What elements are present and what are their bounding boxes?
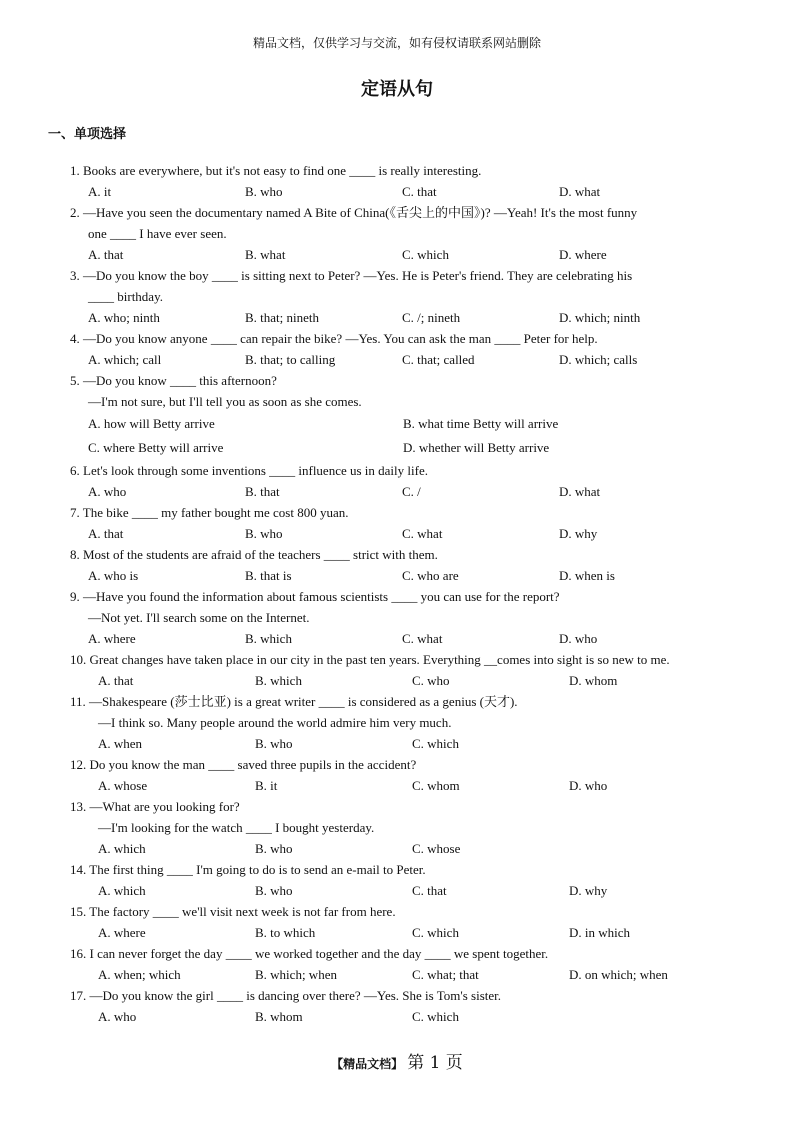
footer-brand: 【精品文档】 [331, 1057, 404, 1071]
question-item [70, 901, 750, 943]
question-item [70, 859, 750, 901]
question-text: 11. —Shakespeare (莎士比亚) is a great writer ____ is considered as a genius (天才). [70, 694, 518, 709]
answer-option: B. that; nineth [245, 310, 320, 325]
answer-option: A. who is [88, 568, 139, 583]
question-item [70, 754, 750, 796]
answer-option: D. in which [569, 925, 631, 940]
question-text-continued: one ____ I have ever seen. [88, 226, 227, 241]
question-text: 1. Books are everywhere, but it's not easy to find one ____ is really interesting. [70, 163, 482, 178]
answer-option: A. that [98, 673, 134, 688]
question-text: 8. Most of the students are afraid of the teachers ____ strict with them. [70, 547, 438, 562]
options-row [70, 964, 750, 985]
answer-option: D. which; calls [559, 352, 638, 367]
answer-option: A. who; ninth [88, 310, 160, 325]
answer-option: A. when [98, 736, 143, 751]
answer-option: C. that; called [402, 352, 475, 367]
answer-option: B. which; when [255, 967, 337, 982]
answer-option: B. who [245, 184, 283, 199]
answer-option: D. when is [559, 568, 615, 583]
options-row [70, 481, 750, 502]
answer-option: B. to which [255, 925, 316, 940]
answer-option: B. it [255, 778, 278, 793]
options-row [70, 523, 750, 544]
question-item [70, 202, 750, 265]
question-text: 12. Do you know the man ____ saved three pupils in the accident? [70, 757, 417, 772]
answer-option: D. where [559, 247, 607, 262]
options-row [70, 565, 750, 586]
question-item [70, 160, 750, 202]
question-text-continued: —Not yet. I'll search some on the Internet. [88, 610, 310, 625]
answer-option: C. what [402, 631, 443, 646]
answer-option: C. which [412, 1009, 459, 1024]
answer-option: D. what [559, 484, 601, 499]
options-row [70, 733, 750, 754]
question-item [70, 328, 750, 370]
answer-option: A. who [98, 1009, 137, 1024]
answer-option: D. whom [569, 673, 618, 688]
answer-option: C. / [402, 484, 421, 499]
answer-option: A. when; which [98, 967, 181, 982]
answer-option: B. whom [255, 1009, 303, 1024]
answer-option: A. it [88, 184, 112, 199]
answer-option: D. why [569, 883, 608, 898]
answer-option: C. what; that [412, 967, 479, 982]
answer-option: A. which [98, 883, 146, 898]
answer-option: C. which [412, 925, 459, 940]
question-text: 7. The bike ____ my father bought me cost 800 yuan. [70, 505, 349, 520]
options-row [70, 775, 750, 796]
question-item [70, 943, 750, 985]
question-item [70, 460, 750, 502]
page-number: 第 1 页 [407, 1053, 463, 1073]
question-text: 5. —Do you know ____ this afternoon? [70, 373, 277, 388]
answer-option: A. who [88, 484, 127, 499]
options-row [70, 670, 750, 691]
answer-option: A. which; call [88, 352, 162, 367]
answer-option: A. that [88, 526, 124, 541]
question-text-continued: ____ birthday. [88, 289, 163, 304]
question-text: 17. —Do you know the girl ____ is dancing over there? —Yes. She is Tom's sister. [70, 988, 502, 1003]
question-text: 6. Let's look through some inventions ____ influence us in daily life. [70, 463, 428, 478]
answer-option: C. who are [402, 568, 459, 583]
answer-option: C. that [402, 184, 437, 199]
question-item [70, 796, 750, 859]
answer-option: D. on which; when [569, 967, 668, 982]
answer-option: B. which [255, 673, 302, 688]
answer-option: B. that; to calling [245, 352, 336, 367]
options-row [70, 880, 750, 901]
question-item [70, 985, 750, 1027]
question-text-continued: —I'm looking for the watch ____ I bought yesterday. [98, 820, 375, 835]
options-row [70, 181, 750, 202]
options-row [70, 412, 750, 436]
options-row [70, 628, 750, 649]
answer-option: C. which [402, 247, 449, 262]
answer-option: B. that is [245, 568, 292, 583]
question-item [70, 544, 750, 586]
question-item [70, 265, 750, 328]
question-item [70, 586, 750, 649]
answer-option: B. who [255, 841, 293, 856]
answer-option: C. whom [412, 778, 460, 793]
question-text: 13. —What are you looking for? [70, 799, 240, 814]
options-row [70, 922, 750, 943]
question-text: 2. —Have you seen the documentary named A Bite of China(《舌尖上的中国》)? —Yeah! It's the most funny [70, 205, 638, 220]
answer-option: A. where [88, 631, 136, 646]
answer-option: B. that [245, 484, 280, 499]
answer-option: D. which; ninth [559, 310, 641, 325]
question-text: 16. I can never forget the day ____ we worked together and the day ____ we spent together. [70, 946, 549, 961]
answer-option: C. who [412, 673, 450, 688]
options-row [70, 436, 750, 460]
options-row [70, 838, 750, 859]
answer-option: D. what [559, 184, 601, 199]
question-item [70, 502, 750, 544]
answer-option: A. how will Betty arrive [88, 416, 215, 431]
question-text: 15. The factory ____ we'll visit next week is not far from here. [70, 904, 396, 919]
answer-option: C. whose [412, 841, 461, 856]
answer-option: B. what [245, 247, 286, 262]
question-list [70, 160, 750, 1027]
question-item [70, 691, 750, 754]
page-title: 定语从句 [361, 79, 433, 100]
question-item [70, 649, 750, 691]
answer-option: C. where Betty will arrive [88, 440, 224, 455]
question-text-continued: —I'm not sure, but I'll tell you as soon as she comes. [88, 394, 362, 409]
page-footer [0, 1048, 794, 1073]
answer-option: D. whether will Betty arrive [403, 440, 550, 455]
question-text: 14. The first thing ____ I'm going to do is to send an e-mail to Peter. [70, 862, 426, 877]
answer-option: B. what time Betty will arrive [403, 416, 559, 431]
section-heading: 一、单项选择 [48, 127, 127, 142]
options-row [70, 349, 750, 370]
answer-option: D. who [569, 778, 608, 793]
answer-option: C. that [412, 883, 447, 898]
answer-option: C. what [402, 526, 443, 541]
document-header: 精品文档，仅供学习与交流，如有侵权请联系网站删除 [252, 36, 541, 50]
answer-option: C. which [412, 736, 459, 751]
answer-option: A. which [98, 841, 146, 856]
question-text: 4. —Do you know anyone ____ can repair the bike? —Yes. You can ask the man ____ Peter for help. [70, 331, 598, 346]
options-row [70, 307, 750, 328]
answer-option: D. why [559, 526, 598, 541]
answer-option: B. who [245, 526, 283, 541]
answer-option: A. that [88, 247, 124, 262]
question-text: 3. —Do you know the boy ____ is sitting next to Peter? —Yes. He is Peter's friend. They are celebrating his [70, 268, 633, 283]
options-row [70, 1006, 750, 1027]
options-row [70, 244, 750, 265]
answer-option: A. whose [98, 778, 148, 793]
answer-option: B. which [245, 631, 292, 646]
question-text: 10. Great changes have taken place in our city in the past ten years. Everything __comes into sight is so new to me. [70, 652, 670, 667]
question-item [70, 370, 750, 460]
answer-option: A. where [98, 925, 146, 940]
answer-option: C. /; nineth [402, 310, 461, 325]
question-text-continued: —I think so. Many people around the world admire him very much. [98, 715, 452, 730]
question-text: 9. —Have you found the information about famous scientists ____ you can use for the report? [70, 589, 560, 604]
answer-option: B. who [255, 883, 293, 898]
answer-option: D. who [559, 631, 598, 646]
answer-option: B. who [255, 736, 293, 751]
